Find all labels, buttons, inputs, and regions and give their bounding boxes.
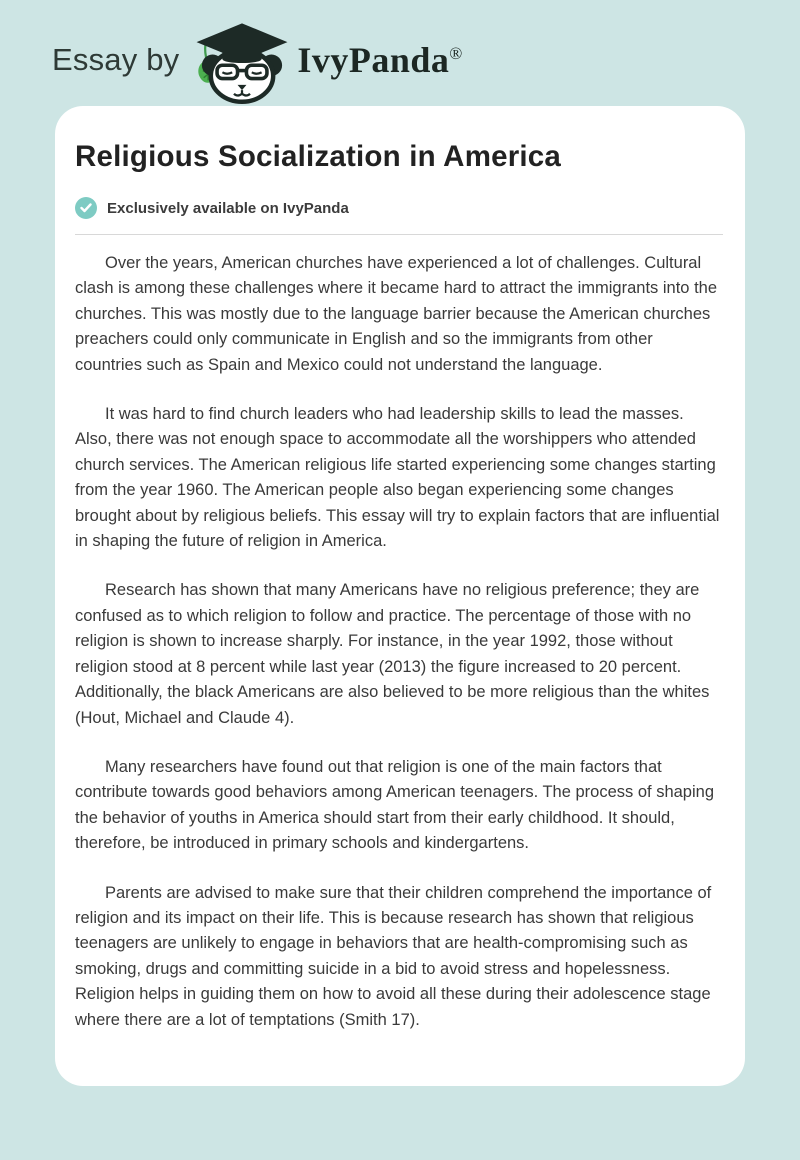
availability-label: Exclusively available on IvyPanda xyxy=(107,199,349,217)
divider xyxy=(75,234,723,235)
page-title: Religious Socialization in America xyxy=(75,140,562,173)
check-badge xyxy=(75,197,97,219)
essay-paragraph: Parents are advised to make sure that their children comprehend the importance of religion and its impact on their life. This is because research has shown that religious teenagers are unlikely to engage in behaviors that are health-compromising such as smoking, drugs and committing suicide in a bid to avoid stress and hopelessness. Religion helps in guiding them on how to avoid all these during their adolescence stage where there are a lot of temptations (Smith 17). xyxy=(75,883,712,1029)
ivypanda-panda-logo xyxy=(193,19,291,107)
site-header xyxy=(0,0,800,90)
essay-paragraph: Many researchers have found out that religion is one of the main factors that contribute towards good behaviors among American teenagers. The process of shaping the behavior of youths in America should start from their early childhood. It should, therefore, be introduced in primary schools and kindergartens. xyxy=(75,757,714,853)
essay-paragraph: Over the years, American churches have experienced a lot of challenges. Cultural clash is among these challenges where it became hard to attract the immigrants into the churches. This was mostly due to the language barrier because the American churches preachers could only communicate in English and so the immigrants from other countries such as Spain and Mexico could not understand the language. xyxy=(75,254,718,374)
essay-card xyxy=(55,106,745,1086)
registered-mark: ® xyxy=(449,44,463,63)
ivypanda-brand-link[interactable] xyxy=(193,13,462,107)
availability-row xyxy=(75,197,723,219)
check-icon xyxy=(80,203,92,213)
essay-paragraph: Research has shown that many Americans have no religious preference; they are confused as to which religion to follow and practice. The percentage of those with no religion is shown to increase sharply. For instance, in the year 1992, those without religion stood at 8 percent while last year (2013) the figure increased to 20 percent. Additionally, the black Americans are also believed to be more religious than the whites (Hout, Michael and Claude 4). xyxy=(75,581,710,727)
essay-paragraph: It was hard to find church leaders who had leadership skills to lead the masses. Also, there was not enough space to accommodate all the worshippers who attended church services. The American religious life started experiencing some changes starting from the year 1960. The American people also began experiencing some changes brought about by religious beliefs. This essay will try to explain factors that are influential in shaping the future of religion in America. xyxy=(75,405,720,551)
essay-body xyxy=(75,251,723,1033)
brand-name: IvyPanda® xyxy=(297,40,463,80)
essay-by-label: Essay by xyxy=(52,42,180,77)
